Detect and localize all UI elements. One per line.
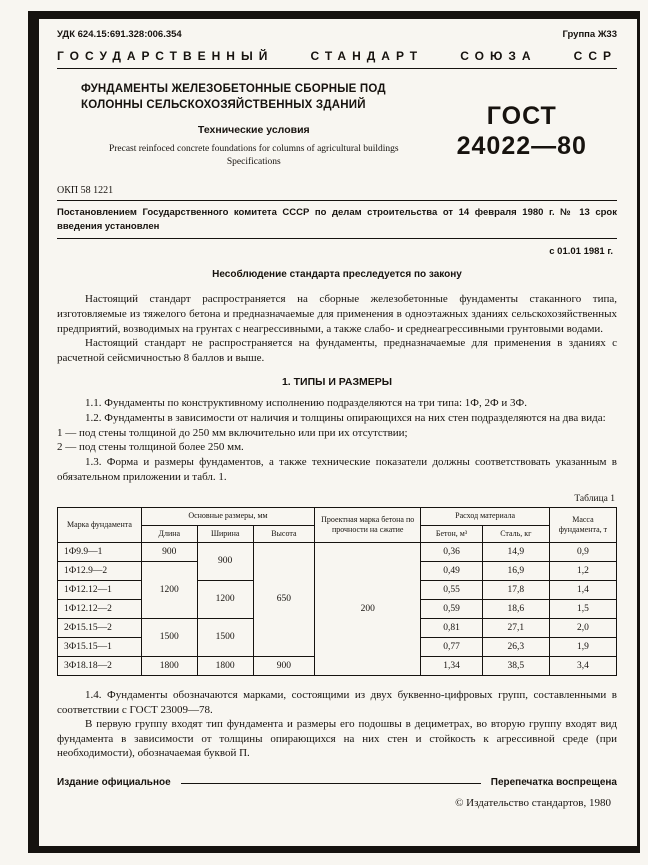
foundations-table xyxy=(57,507,617,676)
cell-width: 1200 xyxy=(197,580,253,618)
decree-text: Постановлением Государственного комитета СССР по делам строительства от 14 февраля 1980 г. № 13 срок введения установлен xyxy=(57,206,617,233)
cell-mass: 1,9 xyxy=(549,637,616,656)
col-header-length: Длина xyxy=(141,525,197,542)
edition-note: Издание официальное xyxy=(57,777,171,789)
reprint-notice: Перепечатка воспрещена xyxy=(490,777,617,789)
paragraph-1-3: 1.3. Форма и размеры фундаментов, а также технические показатели должны соответствовать указанным в обязательном приложении и табл. 1. xyxy=(57,455,617,483)
udk-code: УДК 624.15:691.328:006.354 xyxy=(57,29,182,40)
okp-code: ОКП 58 1221 xyxy=(57,184,114,196)
cell-concrete: 0,55 xyxy=(421,580,482,599)
table-head xyxy=(58,508,617,543)
list-item-2: 2 — под стены толщиной более 250 мм. xyxy=(57,441,244,454)
title-left-column xyxy=(57,81,427,169)
col-header-dimensions: Основные размеры, мм xyxy=(141,508,314,525)
paragraph-1-4: 1.4. Фундаменты обозначаются марками, состоящими из двух буквенно-цифровых групп, составленными в соответствии с ГОСТ 23009—78. xyxy=(57,688,617,716)
cell-concrete: 0,81 xyxy=(421,618,482,637)
cell-grade: 200 xyxy=(315,542,421,675)
gost-number xyxy=(427,101,617,169)
cell-concrete: 0,36 xyxy=(421,542,482,561)
cell-mark: 3Ф18.18—2 xyxy=(58,656,142,675)
cell-mass: 1,5 xyxy=(549,599,616,618)
cell-steel: 27,1 xyxy=(482,618,549,637)
title-block xyxy=(57,81,617,169)
col-header-mass: Масса фундамента, т xyxy=(549,508,616,543)
cell-mass: 1,4 xyxy=(549,580,616,599)
list-item-1: 1 — под стены толщиной до 250 мм включительно или при их отсутствии; xyxy=(57,426,408,439)
cell-concrete: 0,77 xyxy=(421,637,482,656)
col-header-mark: Марка фундамента xyxy=(58,508,142,543)
intro-paragraph-1: Настоящий стандарт распространяется на сборные железобетонные фундаменты стаканного типа, изготовляемые из тяжелого бетона и предназначаемые для применения в одноэтажных зданиях сельскохозяйственных предприятий, возводимых на грунтах с неагрессивными, а также слабо- и среднеагрессивными грунтовыми водами. xyxy=(57,293,617,335)
cell-steel: 26,3 xyxy=(482,637,549,656)
cell-width: 900 xyxy=(197,542,253,580)
col-header-material: Расход материала xyxy=(421,508,550,525)
cell-height: 900 xyxy=(253,656,314,675)
title-english-spec: Specifications xyxy=(226,157,281,167)
paragraph-1-4-continued: В первую группу входят тип фундамента и размеры его подошвы в дециметрах, во вторую группу входят вид фундамента в зависимости от толщины опирающихся на них стен и стойкость к агрессивной среде (при необходимости), обозначаемая буквой П. xyxy=(57,718,617,760)
cell-width: 1500 xyxy=(197,618,253,656)
cell-mark: 1Ф12.12—2 xyxy=(58,599,142,618)
cell-concrete: 0,49 xyxy=(421,561,482,580)
cell-length: 1200 xyxy=(141,561,197,618)
document-page xyxy=(28,11,640,853)
table-body xyxy=(58,542,617,675)
intro-paragraph-2: Настоящий стандарт не распространяется на фундаменты, предназначаемые для применения в зданиях с расчетной сейсмичностью 8 баллов и выше. xyxy=(57,337,617,364)
paragraph-1-1: 1.1. Фундаменты по конструктивному исполнению подразделяются на три типа: 1Ф, 2Ф и 3Ф. xyxy=(85,397,527,410)
law-notice: Несоблюдение стандарта преследуется по закону xyxy=(212,269,462,281)
cell-mark: 3Ф15.15—1 xyxy=(58,637,142,656)
header-codes-row xyxy=(57,29,617,40)
table-row xyxy=(58,542,617,561)
section-heading: 1. ТИПЫ И РАЗМЕРЫ xyxy=(281,376,393,389)
col-header-concrete-grade: Проектная марка бетона по прочности на сжатие xyxy=(315,508,421,543)
cell-mark: 1Ф12.9—2 xyxy=(58,561,142,580)
cell-steel: 38,5 xyxy=(482,656,549,675)
cell-length: 900 xyxy=(141,542,197,561)
cell-length: 1500 xyxy=(141,618,197,656)
gost-label: ГОСТ xyxy=(486,102,557,130)
cell-height: 650 xyxy=(253,542,314,656)
gost-number-value: 24022—80 xyxy=(456,132,587,160)
cell-mass: 3,4 xyxy=(549,656,616,675)
col-header-width: Ширина xyxy=(197,525,253,542)
copyright-notice: © Издательство стандартов, 1980 xyxy=(455,797,611,810)
footer-row xyxy=(57,777,617,788)
cell-mass: 0,9 xyxy=(549,542,616,561)
group-code: Группа Ж33 xyxy=(562,29,617,40)
title-english: Precast reinfoced concrete foundations for columns of agricultural buildings xyxy=(108,144,399,155)
cell-steel: 14,9 xyxy=(482,542,549,561)
cell-mark: 1Ф12.12—1 xyxy=(58,580,142,599)
col-header-steel: Сталь, кг xyxy=(482,525,549,542)
document-title: ФУНДАМЕНТЫ ЖЕЛЕЗОБЕТОННЫЕ СБОРНЫЕ ПОД КОЛОННЫ СЕЛЬСКОХОЗЯЙСТВЕННЫХ ЗДАНИЙ xyxy=(81,83,386,112)
cell-concrete: 0,59 xyxy=(421,599,482,618)
cell-steel: 16,9 xyxy=(482,561,549,580)
divider xyxy=(57,238,617,239)
state-standard-line: ГОСУДАРСТВЕННЫЙ СТАНДАРТ СОЮЗА ССР xyxy=(57,49,617,63)
col-header-height: Высота xyxy=(253,525,314,542)
table-caption: Таблица 1 xyxy=(574,494,615,505)
divider xyxy=(57,68,617,69)
document-subtitle: Технические условия xyxy=(197,124,310,137)
cell-width: 1800 xyxy=(197,656,253,675)
cell-mass: 2,0 xyxy=(549,618,616,637)
col-header-concrete: Бетон, м³ xyxy=(421,525,482,542)
divider xyxy=(57,200,617,201)
table-header-row-1 xyxy=(58,508,617,525)
cell-mark: 1Ф9.9—1 xyxy=(58,542,142,561)
cell-concrete: 1,34 xyxy=(421,656,482,675)
effective-date: с 01.01 1981 г. xyxy=(549,246,613,258)
cell-mass: 1,2 xyxy=(549,561,616,580)
cell-length: 1800 xyxy=(141,656,197,675)
cell-steel: 18,6 xyxy=(482,599,549,618)
cell-steel: 17,8 xyxy=(482,580,549,599)
paragraph-1-2: 1.2. Фундаменты в зависимости от наличия и толщины опирающихся на них стен подразделяются на два вида: xyxy=(85,412,606,425)
footer-divider xyxy=(181,783,481,784)
cell-mark: 2Ф15.15—2 xyxy=(58,618,142,637)
